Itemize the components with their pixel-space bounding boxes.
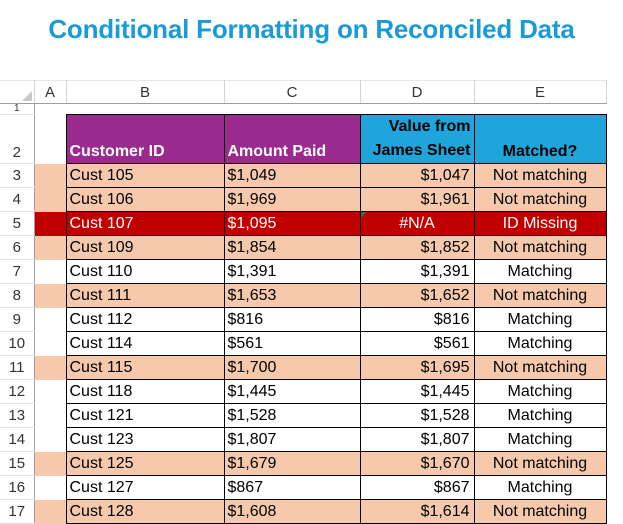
cell[interactable] <box>34 115 66 164</box>
sheet-row-1 <box>0 104 606 115</box>
amount-paid-cell[interactable]: $1,608 <box>224 500 360 524</box>
customer-id-cell[interactable]: Cust 109 <box>66 236 224 260</box>
column-header-b[interactable]: B <box>66 81 224 104</box>
cell[interactable] <box>34 428 66 452</box>
matched-status-cell[interactable]: Matching <box>474 308 606 332</box>
select-all-corner[interactable] <box>0 81 34 104</box>
customer-id-cell[interactable]: Cust 110 <box>66 260 224 284</box>
column-header-d[interactable]: D <box>360 81 474 104</box>
customer-id-cell[interactable]: Cust 114 <box>66 332 224 356</box>
row-number[interactable]: 10 <box>0 332 34 356</box>
cell[interactable] <box>34 104 66 115</box>
customer-id-cell[interactable]: Cust 107 <box>66 212 224 236</box>
james-value-cell[interactable]: $1,652 <box>360 284 474 308</box>
row-number[interactable]: 13 <box>0 404 34 428</box>
table-row <box>0 476 606 500</box>
matched-status-cell[interactable]: ID Missing <box>474 212 606 236</box>
matched-status-cell[interactable]: Not matching <box>474 452 606 476</box>
table-row <box>0 428 606 452</box>
row-number[interactable]: 9 <box>0 308 34 332</box>
james-value-cell[interactable]: $1,047 <box>360 164 474 188</box>
cell[interactable] <box>34 260 66 284</box>
row-number[interactable]: 5 <box>0 212 34 236</box>
matched-status-cell[interactable]: Matching <box>474 428 606 452</box>
row-number[interactable]: 15 <box>0 452 34 476</box>
amount-paid-cell[interactable]: $1,445 <box>224 380 360 404</box>
amount-paid-cell[interactable]: $1,854 <box>224 236 360 260</box>
cell[interactable] <box>34 380 66 404</box>
customer-id-cell[interactable]: Cust 106 <box>66 188 224 212</box>
customer-id-cell[interactable]: Cust 112 <box>66 308 224 332</box>
row-number[interactable]: 17 <box>0 500 34 524</box>
james-value-cell[interactable]: $1,807 <box>360 428 474 452</box>
cell[interactable] <box>34 212 66 236</box>
cell[interactable] <box>34 500 66 524</box>
table-row <box>0 332 606 356</box>
table-row <box>0 260 606 284</box>
table-row <box>0 188 606 212</box>
customer-id-cell[interactable]: Cust 111 <box>66 284 224 308</box>
column-header-c[interactable]: C <box>224 81 360 104</box>
amount-paid-cell[interactable]: $816 <box>224 308 360 332</box>
matched-status-cell[interactable]: Matching <box>474 404 606 428</box>
header-matched[interactable]: Matched? <box>474 115 606 164</box>
select-all-icon <box>22 91 32 101</box>
james-value-cell[interactable]: $1,670 <box>360 452 474 476</box>
matched-status-cell[interactable]: Matching <box>474 260 606 284</box>
amount-paid-cell[interactable]: $1,679 <box>224 452 360 476</box>
column-header-e[interactable]: E <box>474 81 606 104</box>
table-row <box>0 500 606 524</box>
amount-paid-cell[interactable]: $1,969 <box>224 188 360 212</box>
amount-paid-cell[interactable]: $1,700 <box>224 356 360 380</box>
matched-status-cell[interactable]: Matching <box>474 380 606 404</box>
cell[interactable] <box>34 308 66 332</box>
customer-id-cell[interactable]: Cust 125 <box>66 452 224 476</box>
cell[interactable] <box>34 452 66 476</box>
james-value-cell[interactable]: #N/A <box>360 212 474 236</box>
james-value-cell[interactable]: $1,852 <box>360 236 474 260</box>
table-row <box>0 380 606 404</box>
customer-id-cell[interactable]: Cust 123 <box>66 428 224 452</box>
column-header-row <box>0 81 606 104</box>
table-row <box>0 308 606 332</box>
page-title: Conditional Formatting on Reconciled Data <box>48 14 575 44</box>
amount-paid-cell[interactable]: $867 <box>224 476 360 500</box>
cell[interactable] <box>360 104 474 115</box>
customer-id-cell[interactable]: Cust 118 <box>66 380 224 404</box>
cell[interactable] <box>34 164 66 188</box>
cell[interactable] <box>34 284 66 308</box>
amount-paid-cell[interactable]: $561 <box>224 332 360 356</box>
matched-status-cell[interactable]: Not matching <box>474 356 606 380</box>
row-number[interactable]: 1 <box>0 104 34 115</box>
row-number[interactable]: 4 <box>0 188 34 212</box>
customer-id-cell[interactable]: Cust 105 <box>66 164 224 188</box>
row-number[interactable]: 8 <box>0 284 34 308</box>
matched-status-cell[interactable]: Not matching <box>474 500 606 524</box>
cell[interactable] <box>224 104 360 115</box>
amount-paid-cell[interactable]: $1,095 <box>224 212 360 236</box>
customer-id-cell[interactable]: Cust 121 <box>66 404 224 428</box>
header-amount-paid[interactable]: Amount Paid <box>224 115 360 164</box>
table-row <box>0 404 606 428</box>
cell[interactable] <box>34 476 66 500</box>
table-row <box>0 164 606 188</box>
row-number[interactable]: 11 <box>0 356 34 380</box>
spreadsheet-grid <box>0 80 607 524</box>
header-customer-id[interactable]: Customer ID <box>66 115 224 164</box>
table-row <box>0 452 606 476</box>
amount-paid-cell[interactable]: $1,807 <box>224 428 360 452</box>
row-number[interactable]: 16 <box>0 476 34 500</box>
amount-paid-cell[interactable]: $1,653 <box>224 284 360 308</box>
james-value-cell[interactable]: $1,391 <box>360 260 474 284</box>
matched-status-cell[interactable]: Not matching <box>474 188 606 212</box>
row-number[interactable]: 6 <box>0 236 34 260</box>
matched-status-cell[interactable]: Not matching <box>474 164 606 188</box>
table-row <box>0 212 606 236</box>
row-number[interactable]: 12 <box>0 380 34 404</box>
cell[interactable] <box>34 332 66 356</box>
cell[interactable] <box>34 356 66 380</box>
amount-paid-cell[interactable]: $1,391 <box>224 260 360 284</box>
matched-status-cell[interactable]: Not matching <box>474 236 606 260</box>
table-row <box>0 284 606 308</box>
row-number[interactable]: 2 <box>0 115 34 164</box>
cell[interactable] <box>474 104 606 115</box>
james-value-cell[interactable]: $1,695 <box>360 356 474 380</box>
table-row <box>0 236 606 260</box>
james-value-cell[interactable]: $561 <box>360 332 474 356</box>
customer-id-cell[interactable]: Cust 128 <box>66 500 224 524</box>
row-number[interactable]: 3 <box>0 164 34 188</box>
james-value-cell[interactable]: $1,614 <box>360 500 474 524</box>
james-value-cell[interactable]: $867 <box>360 476 474 500</box>
cell[interactable] <box>34 188 66 212</box>
cell[interactable] <box>34 404 66 428</box>
table-header-row <box>0 115 606 164</box>
customer-id-cell[interactable]: Cust 115 <box>66 356 224 380</box>
james-value-cell[interactable]: $1,445 <box>360 380 474 404</box>
cell[interactable] <box>66 104 224 115</box>
james-value-cell[interactable]: $816 <box>360 308 474 332</box>
header-value-from-james-sheet[interactable]: Value from James Sheet <box>360 115 474 164</box>
amount-paid-cell[interactable]: $1,049 <box>224 164 360 188</box>
amount-paid-cell[interactable]: $1,528 <box>224 404 360 428</box>
cell[interactable] <box>34 236 66 260</box>
matched-status-cell[interactable]: Matching <box>474 476 606 500</box>
james-value-cell[interactable]: $1,961 <box>360 188 474 212</box>
matched-status-cell[interactable]: Not matching <box>474 284 606 308</box>
table-row <box>0 356 606 380</box>
row-number[interactable]: 7 <box>0 260 34 284</box>
column-header-a[interactable]: A <box>34 81 66 104</box>
customer-id-cell[interactable]: Cust 127 <box>66 476 224 500</box>
matched-status-cell[interactable]: Matching <box>474 332 606 356</box>
james-value-cell[interactable]: $1,528 <box>360 404 474 428</box>
row-number[interactable]: 14 <box>0 428 34 452</box>
